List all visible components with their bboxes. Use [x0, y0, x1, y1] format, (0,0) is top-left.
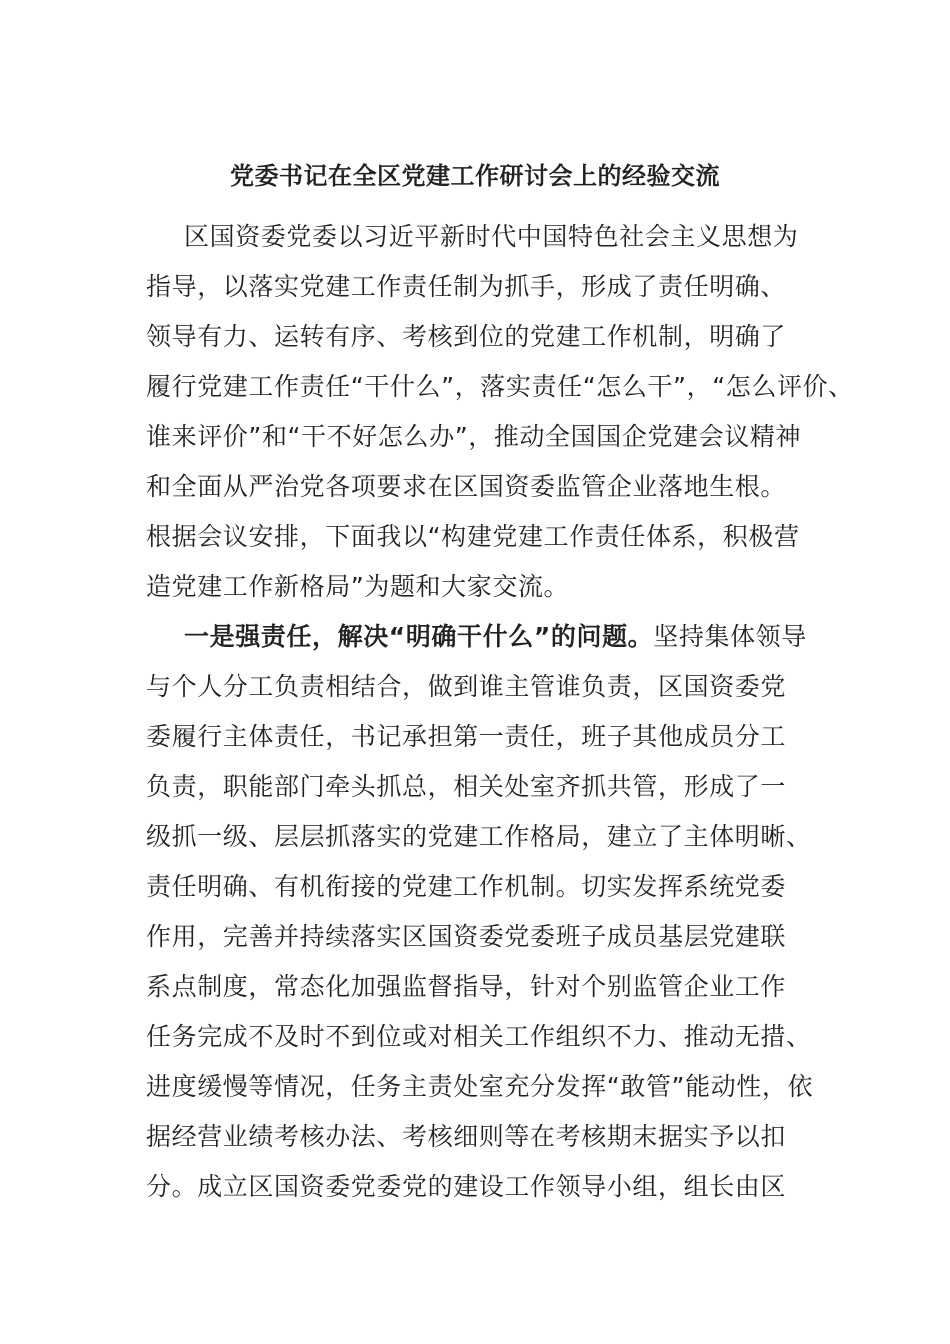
paragraph-2-line: 任务完成不及时不到位或对相关工作组织不力、推动无措、	[146, 1022, 812, 1051]
paragraph-2-first-line	[146, 612, 826, 662]
paragraph-2-line: 责任明确、有机衔接的党建工作机制。切实发挥系统党委	[146, 872, 787, 901]
paragraph-2-first-line-rest: 坚持集体领导	[653, 622, 807, 651]
paragraph-1-line: 造党建工作新格局”为题和大家交流。	[146, 572, 570, 601]
paragraph-2-heading: 一是强责任，解决“明确干什么”的问题。	[184, 622, 654, 651]
paragraph-1-line: 履行党建工作责任“干什么”，落实责任“怎么干”，“怎么评价、	[146, 372, 854, 401]
paragraph-1-line: 谁来评价”和“干不好怎么办”，推动全国国企党建会议精神	[146, 422, 802, 451]
paragraph-2-line: 级抓一级、层层抓落实的党建工作格局，建立了主体明晰、	[146, 822, 812, 851]
paragraph-2-line: 系点制度，常态化加强监督指导，针对个别监管企业工作	[146, 972, 787, 1001]
paragraph-2-line: 进度缓慢等情况，任务主责处室充分发挥“敢管”能动性，依	[146, 1072, 814, 1101]
paragraph-1-line: 指导，以落实党建工作责任制为抓手，形成了责任明确、	[146, 272, 787, 301]
paragraph-1-line: 领导有力、运转有序、考核到位的党建工作机制，明确了	[146, 322, 787, 351]
paragraph-1-line: 根据会议安排，下面我以“构建党建工作责任体系，积极营	[146, 522, 800, 551]
paragraph-2-line: 与个人分工负责相结合，做到谁主管谁负责，区国资委党	[146, 672, 787, 701]
document-title: 党委书记在全区党建工作研讨会上的经验交流	[230, 162, 720, 190]
paragraph-1-line: 和全面从严治党各项要求在区国资委监管企业落地生根。	[146, 472, 787, 501]
paragraph-2-line: 据经营业绩考核办法、考核细则等在考核期末据实予以扣	[146, 1122, 787, 1151]
paragraph-2-line: 委履行主体责任，书记承担第一责任，班子其他成员分工	[146, 722, 787, 751]
paragraph-2-line: 作用，完善并持续落实区国资委党委班子成员基层党建联	[146, 922, 787, 951]
paragraph-1-line: 区国资委党委以习近平新时代中国特色社会主义思想为	[184, 222, 799, 251]
document-body	[146, 212, 854, 1212]
paragraph-2-line: 负责，职能部门牵头抓总，相关处室齐抓共管，形成了一	[146, 772, 787, 801]
paragraph-2-line: 分。成立区国资委党委党的建设工作领导小组，组长由区	[146, 1172, 787, 1201]
